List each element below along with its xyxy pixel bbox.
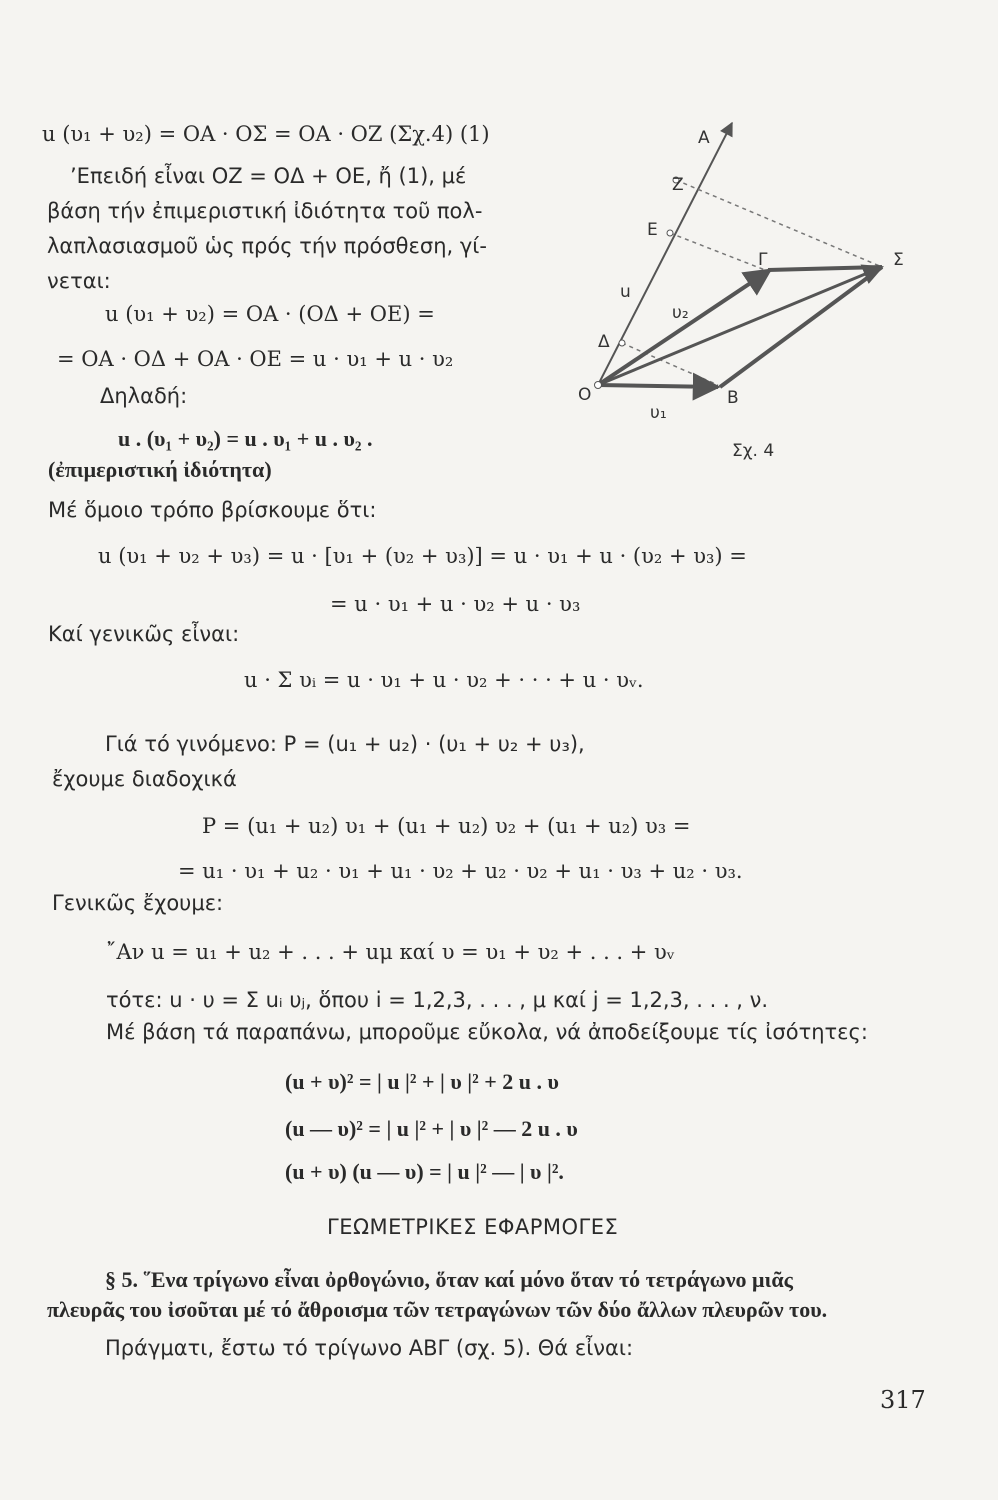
label-point-z: Ζ [672, 175, 684, 195]
point-d [619, 340, 625, 346]
text-line-3: βάση τήν ἐπιμεριστική ἰδιότητα τοῦ πολ- [47, 199, 483, 223]
text-line-2: ’Επειδή εἶναι ΟΖ = ΟΔ + ΟΕ, ἤ (1), μέ [70, 164, 467, 188]
label-point-s: Σ [893, 250, 904, 270]
text-line-21: ῎Αν u = u₁ + u₂ + . . . + uμ καί υ = υ₁ + υ₂ + . . . + υᵥ [106, 940, 675, 964]
label-point-d: Δ [598, 332, 610, 352]
axis-oa-line [598, 123, 732, 385]
text-line-19: = u₁ · υ₁ + u₂ · υ₁ + u₁ · υ₂ + u₂ · υ₂ + u₁ · υ₃ + u₂ · υ₃. [178, 859, 743, 883]
text-line-6: u (υ₁ + υ₂) = ΟΑ · (ΟΔ + ΟΕ) = [105, 302, 435, 326]
text-line-8: Δηλαδή: [100, 384, 188, 408]
text-line-9: u . (υ₁ + υ₂) = u . υ₁ + u . υ₂ . [118, 426, 373, 451]
text-line-15: u · Σ υᵢ = u · υ₁ + u · υ₂ + · · · + u · υᵥ. [244, 668, 644, 692]
figure-4 [560, 115, 920, 465]
label-vector-u2: υ₂ [672, 303, 689, 323]
text-line-14: Καί γενικῶς εἶναι: [48, 622, 240, 646]
text-line-12: u (υ₁ + υ₂ + υ₃) = u · [υ₁ + (υ₂ + υ₃)] = u · υ₁ + u · (υ₂ + υ₃) = [98, 544, 747, 568]
text-line-25: (u — υ)² = | u |² + | υ |² — 2 u . υ [285, 1116, 578, 1141]
text-line-10: (ἐπιμεριστική ἰδιότητα) [48, 457, 272, 482]
text-line-5: νεται: [47, 269, 111, 293]
text-line-31: 317 [880, 1386, 926, 1414]
label-point-o: Ο [578, 385, 592, 405]
label-point-e: Ε [647, 220, 658, 240]
text-line-26: (u + υ) (u — υ) = | u |² — | υ |². [285, 1159, 564, 1184]
text-line-17: ἔχουμε διαδοχικά [52, 767, 237, 791]
text-line-20: Γενικῶς ἔχουμε: [52, 891, 224, 915]
text-line-4: λαπλασιασμοῦ ὡς πρός τήν πρόσθεση, γί- [47, 234, 487, 258]
text-line-16: Γιά τό γινόμενο: P = (u₁ + u₂) · (υ₁ + υ₂ + υ₃), [105, 732, 585, 756]
text-line-24: (u + υ)² = | u |² + | υ |² + 2 u . υ [285, 1069, 559, 1094]
label-point-a: Α [698, 128, 710, 148]
text-line-27: ΓΕΩΜΕΤΡΙΚΕΣ ΕΦΑΡΜΟΓΕΣ [327, 1215, 619, 1239]
text-line-29: πλευρᾶς του ἰσοῦται μέ τό ἄθροισμα τῶν τετραγώνων τῶν δύο ἄλλων πλευρῶν του. [47, 1297, 828, 1322]
edge-gs [768, 267, 882, 270]
text-line-30: Πράγματι, ἔστω τό τρίγωνο ΑΒΓ (σχ. 5). Θά εἶναι: [105, 1336, 634, 1360]
label-point-g: Γ [758, 250, 768, 270]
label-vector-u: u [620, 282, 631, 302]
label-vector-u1: υ₁ [650, 403, 667, 423]
text-line-11: Μέ ὅμοιο τρόπο βρίσκουμε ὅτι: [48, 498, 377, 522]
dashed-zs [676, 180, 882, 267]
text-line-28: § 5. ῞Ενα τρίγωνο εἶναι ὀρθογώνιο, ὅταν καί μόνο ὅταν τό τετράγωνο μιᾶς [105, 1267, 793, 1292]
point-o [595, 382, 602, 389]
label-point-b: Β [727, 388, 739, 408]
text-line-13: = u · υ₁ + u · υ₂ + u · υ₃ [330, 592, 581, 616]
text-line-1: u (υ₁ + υ₂) = ΟΑ · ΟΣ = ΟΑ · ΟΖ (Σχ.4) (1) [42, 122, 490, 146]
text-line-22: τότε: u · υ = Σ uᵢ υⱼ, ὅπου i = 1,2,3, . . . , μ καί j = 1,2,3, . . . , ν. [106, 988, 769, 1012]
text-line-7: = ΟΑ · ΟΔ + ΟΑ · ΟΕ = u · υ₁ + u · υ₂ [57, 347, 454, 371]
figure-caption: Σχ. 4 [732, 441, 775, 461]
vector-os [598, 267, 882, 385]
vector-ob [598, 385, 718, 387]
text-line-23: Μέ βάση τά παραπάνω, μποροῦμε εὔκολα, νά ἀποδείξουμε τίς ἰσότητες: [106, 1020, 868, 1044]
dashed-eg [670, 233, 765, 270]
point-e [667, 230, 673, 236]
dashed-db [622, 343, 718, 385]
text-line-18: P = (u₁ + u₂) υ₁ + (u₁ + u₂) υ₂ + (u₁ + u₂) υ₃ = [202, 814, 691, 838]
